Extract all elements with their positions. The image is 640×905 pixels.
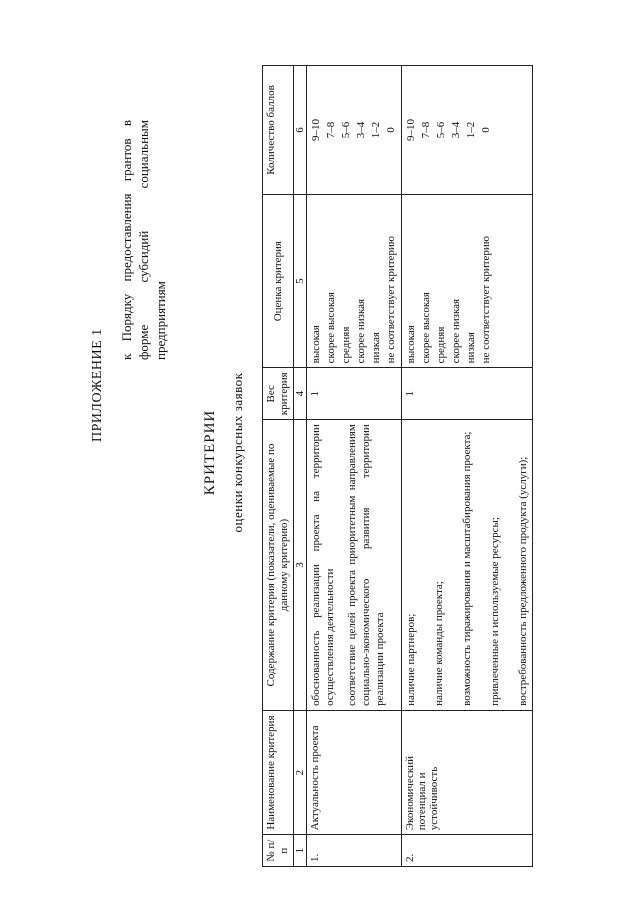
content-item: привлеченные и используемые ресурсы; — [489, 517, 501, 706]
row-weight: 1 — [402, 368, 533, 420]
column-number: 2 — [294, 710, 307, 834]
header-num: № п/п — [263, 835, 294, 867]
points-item: 7–8 — [325, 121, 337, 139]
points-item: 1–2 — [465, 121, 477, 139]
content-item: наличие команды проекта; — [433, 581, 445, 706]
grade-item: средняя — [340, 326, 352, 364]
page-title: КРИТЕРИИ — [202, 409, 218, 496]
table-row — [307, 66, 402, 867]
header-points: Количество баллов — [263, 66, 294, 195]
row-points — [307, 66, 402, 195]
row-content — [307, 420, 402, 711]
criteria-table — [262, 65, 533, 867]
grade-item: скорее низкая — [450, 298, 462, 364]
table-row — [402, 66, 533, 867]
grade-item: высокая — [310, 325, 322, 364]
points-item: 0 — [480, 127, 492, 133]
points-item: 5–6 — [340, 121, 352, 139]
points-item: 0 — [385, 127, 397, 133]
table-header-row — [263, 66, 294, 867]
points-item: 7–8 — [420, 121, 432, 139]
header-weight: Вес критерия — [263, 368, 294, 420]
grade-item: скорее высокая — [420, 292, 432, 364]
points-item: 9–10 — [310, 118, 322, 141]
content-item: соответствие целей проекта приоритетным направлениям социально-экономического развития территории реализации проекта — [346, 424, 386, 706]
column-number: 1 — [294, 835, 307, 867]
points-item: 9–10 — [405, 118, 417, 141]
row-weight: 1 — [307, 368, 402, 420]
page-subtitle: оценки конкурсных заявок — [230, 372, 245, 533]
row-num: 1. — [307, 835, 402, 867]
points-item: 5–6 — [435, 121, 447, 139]
grade-item: не соответствует критерию — [480, 235, 492, 364]
column-number: 4 — [294, 368, 307, 420]
header-content: Содержание критерия (показатели, оцениваемые по данному критерию) — [263, 420, 294, 711]
content-item: наличие партнеров; — [405, 613, 417, 706]
row-num: 2. — [402, 835, 533, 867]
grade-item: скорее высокая — [325, 292, 337, 364]
order-reference: к Порядку предоставления грантов в форме субсидий социальным предприятиям — [119, 120, 168, 360]
column-number: 3 — [294, 420, 307, 711]
row-points — [402, 66, 533, 195]
grade-item: скорее низкая — [355, 298, 367, 364]
points-item: 1–2 — [370, 121, 382, 139]
content-item: обоснованность реализации проекта на территории осуществления деятельности — [310, 424, 336, 706]
content-item: возможность тиражирования и масштабирования проекта; — [461, 431, 473, 706]
column-number: 6 — [294, 66, 307, 195]
header-assessment: Оценка критерия — [263, 194, 294, 367]
grade-item: средняя — [435, 326, 447, 364]
content-item: востребованность предложенного продукта (услуги); — [517, 456, 529, 706]
row-grades — [402, 194, 533, 367]
grade-item: низкая — [370, 332, 382, 364]
appendix-label: ПРИЛОЖЕНИЕ 1 — [90, 328, 105, 442]
header-name: Наименование критерия — [263, 710, 294, 834]
grade-item: низкая — [465, 332, 477, 364]
column-number: 5 — [294, 194, 307, 367]
points-item: 3–4 — [355, 121, 367, 139]
points-item: 3–4 — [450, 121, 462, 139]
grade-item: не соответствует критерию — [385, 235, 397, 364]
row-name: Экономический потенциал и устойчивость — [402, 710, 533, 834]
row-grades — [307, 194, 402, 367]
column-number-row — [294, 66, 307, 867]
row-content — [402, 420, 533, 711]
row-name: Актуальность проекта — [307, 710, 402, 834]
grade-item: высокая — [405, 325, 417, 364]
